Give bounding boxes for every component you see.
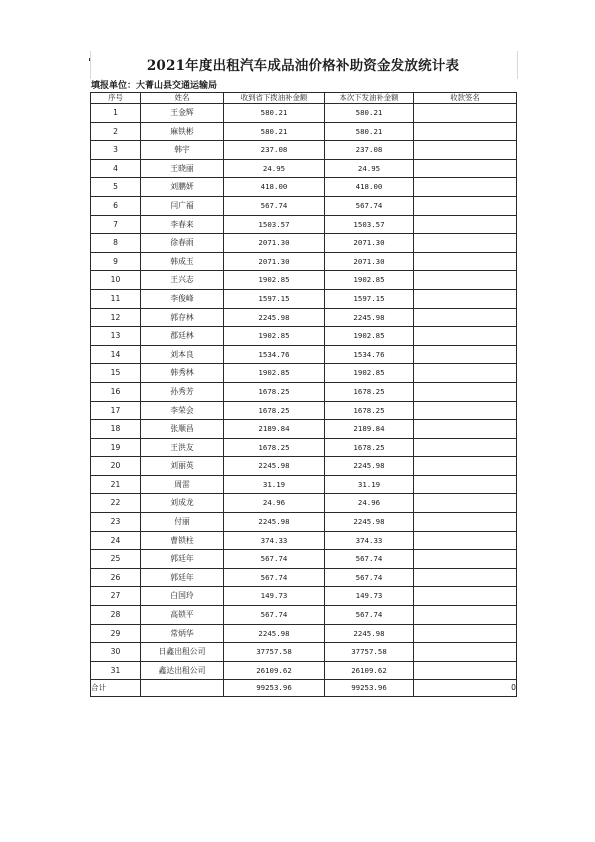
row-received: 1678.25 — [224, 401, 325, 420]
table-row — [91, 420, 517, 439]
row-issued: 418.00 — [325, 178, 414, 197]
row-no: 2 — [91, 122, 141, 141]
row-issued: 31.19 — [325, 475, 414, 494]
row-received: 31.19 — [224, 475, 325, 494]
row-no: 25 — [91, 550, 141, 569]
table-row — [91, 587, 517, 606]
row-name: 周雷 — [141, 475, 224, 494]
row-sign — [414, 457, 517, 476]
row-no: 7 — [91, 215, 141, 234]
row-issued: 1678.25 — [325, 382, 414, 401]
row-issued: 1503.57 — [325, 215, 414, 234]
row-sign — [414, 531, 517, 550]
row-sign — [414, 438, 517, 457]
table-row — [91, 234, 517, 253]
table-row — [91, 271, 517, 290]
row-no: 23 — [91, 513, 141, 532]
row-received: 2245.98 — [224, 513, 325, 532]
row-sign — [414, 196, 517, 215]
row-issued: 37757.58 — [325, 643, 414, 662]
row-name: 王洪友 — [141, 438, 224, 457]
row-sign — [414, 587, 517, 606]
table-row — [91, 159, 517, 178]
table-row — [91, 531, 517, 550]
row-received: 567.74 — [224, 606, 325, 625]
row-name: 王晓丽 — [141, 159, 224, 178]
row-name: 曹锁柱 — [141, 531, 224, 550]
table-row — [91, 643, 517, 662]
table-row — [91, 513, 517, 532]
total-received: 99253.96 — [224, 680, 325, 697]
row-name: 鑫达出租公司 — [141, 661, 224, 680]
row-issued: 1902.85 — [325, 271, 414, 290]
row-no: 15 — [91, 364, 141, 383]
subsidy-table — [90, 92, 517, 697]
row-no: 16 — [91, 382, 141, 401]
table-row — [91, 494, 517, 513]
table-row — [91, 661, 517, 680]
row-received: 24.96 — [224, 494, 325, 513]
table-header — [91, 93, 517, 104]
row-received: 2245.98 — [224, 308, 325, 327]
row-no: 5 — [91, 178, 141, 197]
row-received: 149.73 — [224, 587, 325, 606]
table-row — [91, 438, 517, 457]
row-sign — [414, 271, 517, 290]
total-row — [91, 680, 517, 697]
row-received: 2071.30 — [224, 234, 325, 253]
row-sign — [414, 643, 517, 662]
row-no: 21 — [91, 475, 141, 494]
row-no: 10 — [91, 271, 141, 290]
table-row — [91, 364, 517, 383]
row-received: 237.08 — [224, 141, 325, 160]
table-row — [91, 401, 517, 420]
row-sign — [414, 178, 517, 197]
row-sign — [414, 234, 517, 253]
row-issued: 567.74 — [325, 196, 414, 215]
row-sign — [414, 420, 517, 439]
row-received: 37757.58 — [224, 643, 325, 662]
table-row — [91, 327, 517, 346]
row-no: 29 — [91, 624, 141, 643]
row-received: 26109.62 — [224, 661, 325, 680]
row-no: 13 — [91, 327, 141, 346]
row-no: 9 — [91, 252, 141, 271]
row-name: 刘丽英 — [141, 457, 224, 476]
reporting-unit: 填报单位：大菁山县交通运输局 — [91, 81, 218, 91]
row-issued: 2245.98 — [325, 457, 414, 476]
row-issued: 2189.84 — [325, 420, 414, 439]
row-no: 31 — [91, 661, 141, 680]
row-issued: 1534.76 — [325, 345, 414, 364]
total-issued: 99253.96 — [325, 680, 414, 697]
header-no: 序号 — [91, 93, 141, 104]
row-received: 1678.25 — [224, 382, 325, 401]
row-no: 24 — [91, 531, 141, 550]
header-row — [91, 93, 517, 104]
row-name: 韩成玉 — [141, 252, 224, 271]
table-footer — [91, 680, 517, 697]
row-no: 27 — [91, 587, 141, 606]
row-sign — [414, 364, 517, 383]
row-name: 郭廷年 — [141, 568, 224, 587]
row-received: 1902.85 — [224, 327, 325, 346]
row-sign — [414, 661, 517, 680]
row-sign — [414, 382, 517, 401]
row-name: 王兴志 — [141, 271, 224, 290]
row-issued: 374.33 — [325, 531, 414, 550]
row-issued: 149.73 — [325, 587, 414, 606]
row-issued: 237.08 — [325, 141, 414, 160]
row-sign — [414, 308, 517, 327]
table-row — [91, 215, 517, 234]
row-name: 郭廷年 — [141, 550, 224, 569]
row-issued: 580.21 — [325, 104, 414, 123]
row-received: 1597.15 — [224, 289, 325, 308]
table-row — [91, 382, 517, 401]
row-name: 张顺昌 — [141, 420, 224, 439]
table-row — [91, 196, 517, 215]
row-sign — [414, 327, 517, 346]
row-received: 567.74 — [224, 196, 325, 215]
row-name: 孙秀芳 — [141, 382, 224, 401]
row-no: 28 — [91, 606, 141, 625]
total-name-cell — [141, 680, 224, 697]
row-no: 3 — [91, 141, 141, 160]
row-received: 580.21 — [224, 122, 325, 141]
row-issued: 567.74 — [325, 550, 414, 569]
row-sign — [414, 104, 517, 123]
row-no: 4 — [91, 159, 141, 178]
row-sign — [414, 159, 517, 178]
row-sign — [414, 568, 517, 587]
row-no: 30 — [91, 643, 141, 662]
row-sign — [414, 606, 517, 625]
row-issued: 2245.98 — [325, 624, 414, 643]
header-name: 姓名 — [141, 93, 224, 104]
header-received: 收到省下拨油补金额 — [224, 93, 325, 104]
row-sign — [414, 494, 517, 513]
table-row — [91, 568, 517, 587]
row-name: 刘鹏妍 — [141, 178, 224, 197]
row-no: 22 — [91, 494, 141, 513]
row-name: 王金辉 — [141, 104, 224, 123]
table-row — [91, 252, 517, 271]
row-received: 374.33 — [224, 531, 325, 550]
row-received: 2245.98 — [224, 457, 325, 476]
row-issued: 1597.15 — [325, 289, 414, 308]
row-issued: 24.95 — [325, 159, 414, 178]
table-row — [91, 289, 517, 308]
row-received: 1902.85 — [224, 364, 325, 383]
row-issued: 1678.25 — [325, 401, 414, 420]
row-name: 韩秀林 — [141, 364, 224, 383]
row-received: 2071.30 — [224, 252, 325, 271]
row-name: 刘成龙 — [141, 494, 224, 513]
row-sign — [414, 141, 517, 160]
row-no: 19 — [91, 438, 141, 457]
row-sign — [414, 513, 517, 532]
row-received: 1902.85 — [224, 271, 325, 290]
row-issued: 2245.98 — [325, 513, 414, 532]
row-no: 11 — [91, 289, 141, 308]
row-sign — [414, 289, 517, 308]
table-row — [91, 550, 517, 569]
row-received: 1534.76 — [224, 345, 325, 364]
table-row — [91, 178, 517, 197]
row-name: 郭存林 — [141, 308, 224, 327]
row-sign — [414, 475, 517, 494]
row-no: 12 — [91, 308, 141, 327]
row-sign — [414, 122, 517, 141]
row-issued: 1902.85 — [325, 364, 414, 383]
row-name: 李春来 — [141, 215, 224, 234]
row-received: 2245.98 — [224, 624, 325, 643]
row-issued: 580.21 — [325, 122, 414, 141]
row-name: 白国玲 — [141, 587, 224, 606]
row-name: 李荣会 — [141, 401, 224, 420]
document-title: 2021年度出租汽车成品油价格补助资金发放统计表 — [146, 58, 460, 74]
table-row — [91, 345, 517, 364]
row-sign — [414, 345, 517, 364]
table-row — [91, 624, 517, 643]
table-row — [91, 457, 517, 476]
row-no: 26 — [91, 568, 141, 587]
row-sign — [414, 215, 517, 234]
row-name: 刘本良 — [141, 345, 224, 364]
table-row — [91, 141, 517, 160]
row-received: 24.95 — [224, 159, 325, 178]
row-received: 1503.57 — [224, 215, 325, 234]
row-sign — [414, 624, 517, 643]
table-row — [91, 308, 517, 327]
row-received: 567.74 — [224, 568, 325, 587]
row-issued: 1678.25 — [325, 438, 414, 457]
row-sign — [414, 252, 517, 271]
header-sign: 收款签名 — [414, 93, 517, 104]
row-issued: 26109.62 — [325, 661, 414, 680]
row-name: 郡廷林 — [141, 327, 224, 346]
row-received: 418.00 — [224, 178, 325, 197]
row-no: 8 — [91, 234, 141, 253]
row-name: 高锁平 — [141, 606, 224, 625]
row-received: 2189.84 — [224, 420, 325, 439]
row-no: 17 — [91, 401, 141, 420]
table-row — [91, 606, 517, 625]
row-name: 日鑫出租公司 — [141, 643, 224, 662]
row-name: 韩宇 — [141, 141, 224, 160]
row-name: 李俊峰 — [141, 289, 224, 308]
row-no: 1 — [91, 104, 141, 123]
header-issued: 本次下发油补金额 — [325, 93, 414, 104]
row-issued: 2245.98 — [325, 308, 414, 327]
row-sign — [414, 550, 517, 569]
table-row — [91, 104, 517, 123]
row-issued: 2071.30 — [325, 234, 414, 253]
row-issued: 2071.30 — [325, 252, 414, 271]
row-issued: 567.74 — [325, 606, 414, 625]
row-name: 麻铁彬 — [141, 122, 224, 141]
row-issued: 24.96 — [325, 494, 414, 513]
row-received: 580.21 — [224, 104, 325, 123]
row-name: 徐春雨 — [141, 234, 224, 253]
row-name: 闫广福 — [141, 196, 224, 215]
row-issued: 1902.85 — [325, 327, 414, 346]
table-body — [91, 104, 517, 680]
row-name: 常炳华 — [141, 624, 224, 643]
row-sign — [414, 401, 517, 420]
row-issued: 567.74 — [325, 568, 414, 587]
row-no: 18 — [91, 420, 141, 439]
row-name: 付丽 — [141, 513, 224, 532]
total-label: 合计 — [91, 680, 141, 697]
table-row — [91, 122, 517, 141]
row-received: 567.74 — [224, 550, 325, 569]
row-no: 20 — [91, 457, 141, 476]
row-no: 6 — [91, 196, 141, 215]
table-row — [91, 475, 517, 494]
row-received: 1678.25 — [224, 438, 325, 457]
total-sign: 0 — [414, 680, 517, 697]
row-no: 14 — [91, 345, 141, 364]
